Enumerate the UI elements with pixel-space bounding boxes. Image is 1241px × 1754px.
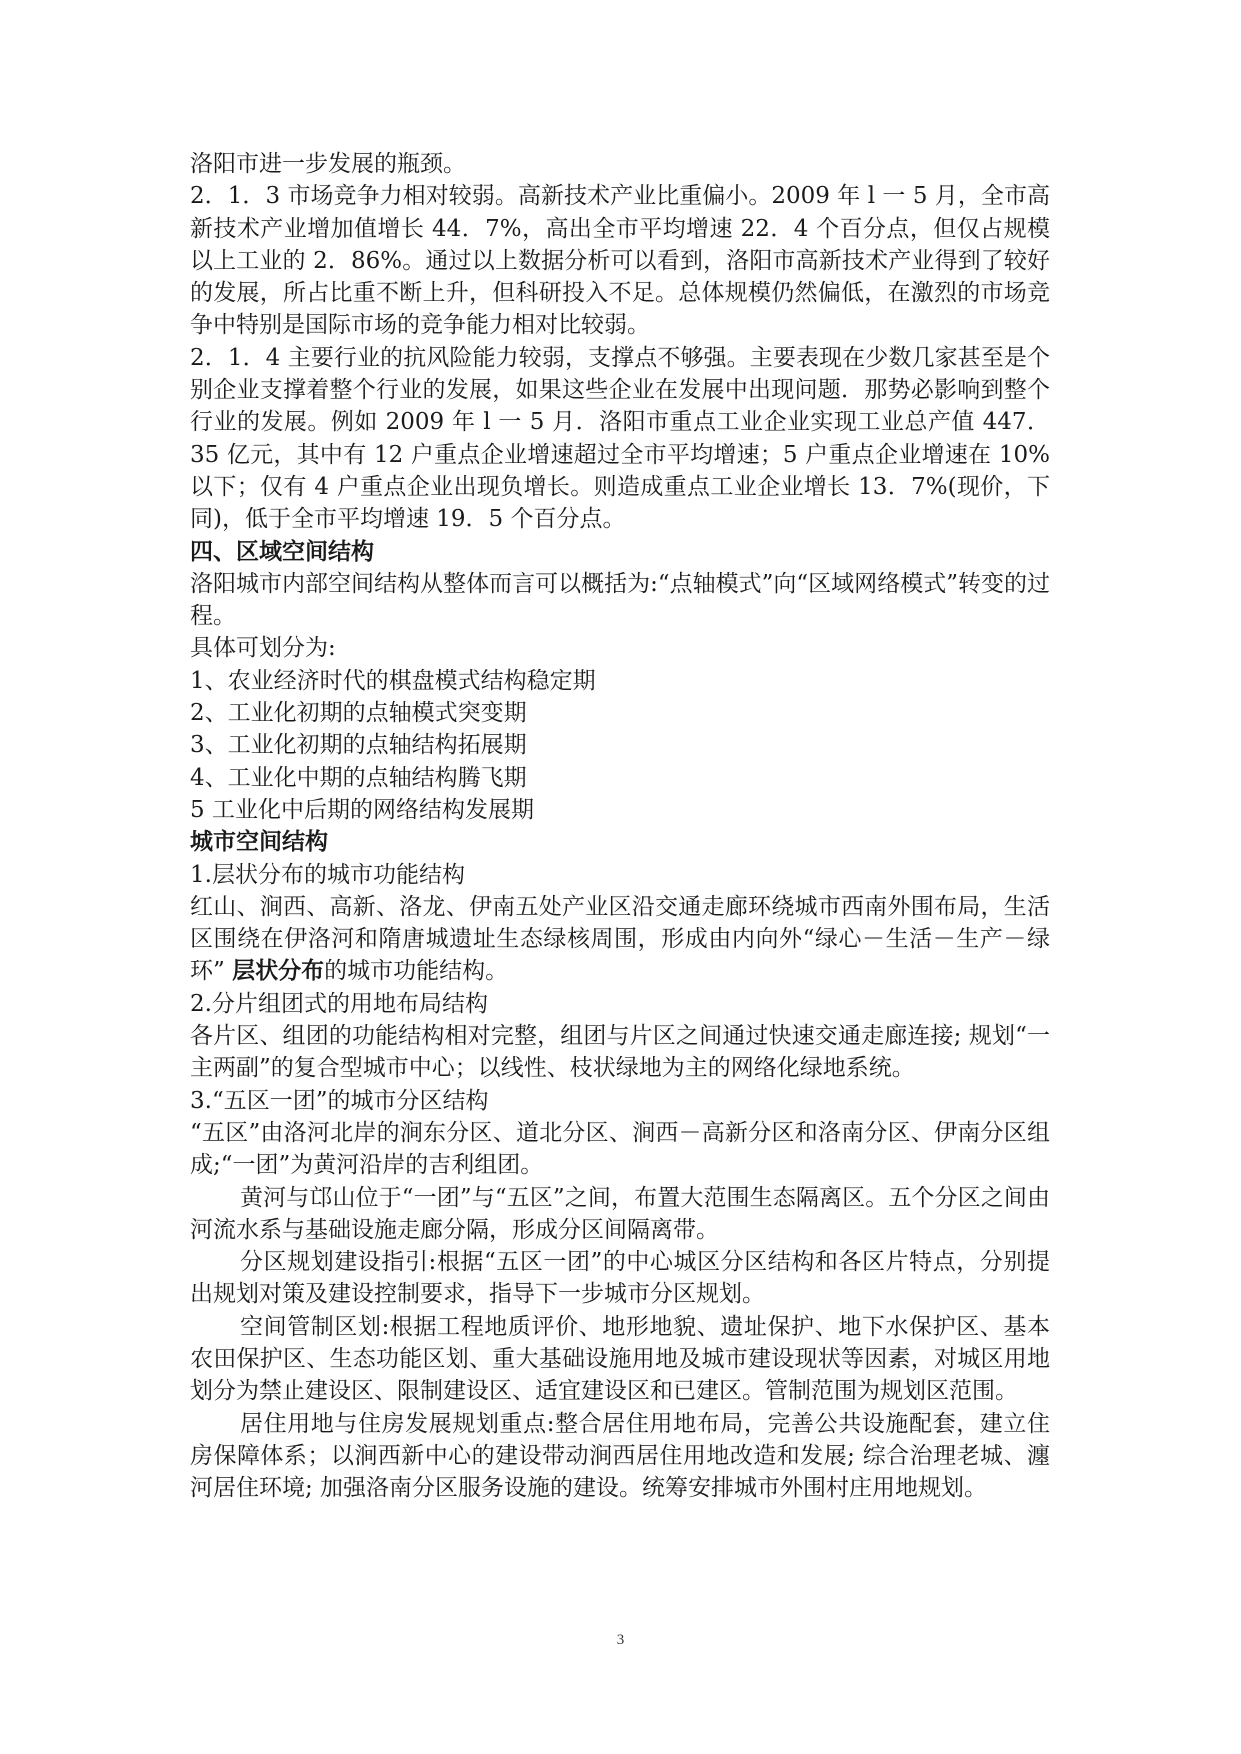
list-item: 1、农业经济时代的棋盘模式结构稳定期 — [190, 667, 596, 694]
subheading: 3.“五区一团”的城市分区结构 — [190, 1087, 489, 1114]
paragraph: 各片区、组团的功能结构相对完整，组团与片区之间通过快速交通走廊连接; 规划“一主两副”的复合型城市中心；以线性、枝状绿地为主的网络化绿地系统。 — [190, 1023, 1050, 1082]
list-item: 4、工业化中期的点轴结构腾飞期 — [190, 764, 527, 791]
paragraph-text: 的城市功能结构。 — [324, 958, 509, 985]
list-item: 3、工业化初期的点轴结构拓展期 — [190, 732, 527, 759]
list-item: 2、工业化初期的点轴模式突变期 — [190, 700, 527, 727]
paragraph: 2．1．4 主要行业的抗风险能力较弱，支撑点不够强。主要表现在少数几家甚至是个别企业支撑着整个行业的发展，如果这些企业在发展中出现问题．那势必影响到整个行业的发展。例如 2009 年 l 一 5 月．洛阳市重点工业企业实现工业总产值 447．35 亿元，其中有 12 户重点企业增速超过全市平均增速；5 户重点企业增速在 10%以下；仅有 4 户重点企业出现负增长。则造成重点工业企业增长 13．7%(现价，下同)，低于全市平均增速 19．5 个百分点。 — [190, 344, 1050, 533]
paragraph: 洛阳城市内部空间结构从整体而言可以概括为:“点轴模式”向“区域网络模式”转变的过程。 — [190, 570, 1050, 630]
paragraph-text: 红山、涧西、高新、洛龙、伊南五处产业区沿交通走廊环绕城市西南外围布局，生活区围绕在伊洛河和隋唐城遗址生态绿核周围，形成由内向外“绿心－生活－生产－绿环” — [190, 893, 1050, 985]
paragraph — [190, 891, 1050, 988]
section-heading: 城市空间结构 — [190, 829, 328, 856]
bold-phrase: 层状分布 — [232, 958, 325, 985]
paragraph: 具体可划分为: — [190, 635, 336, 662]
paragraph: “五区”由洛河北岸的涧东分区、道北分区、涧西－高新分区和洛南分区、伊南分区组成;“一团”为黄河沿岸的吉利组团。 — [190, 1119, 1050, 1179]
paragraph: 空间管制区划:根据工程地质评价、地形地貌、遗址保护、地下水保护区、基本农田保护区、生态功能区划、重大基础设施用地及城市建设现状等因素，对城区用地划分为禁止建设区、限制建设区、适宜建设区和已建区。管制范围为规划区范围。 — [190, 1313, 1050, 1405]
paragraph: 洛阳市进一步发展的瓶颈。 — [190, 151, 466, 177]
paragraph: 黄河与邙山位于“一团”与“五区”之间，布置大范围生态隔离区。五个分区之间由河流水系与基础设施走廊分隔，形成分区间隔离带。 — [190, 1184, 1050, 1243]
section-heading: 四、区域空间结构 — [190, 538, 374, 565]
paragraph: 2．1．3 市场竞争力相对较弱。高新技术产业比重偏小。2009 年 l 一 5 月，全市高新技术产业增加值增长 44．7%，高出全市平均增速 22．4 个百分点，但仅占规模以上工业的 2．86%。通过以上数据分析可以看到，洛阳市高新技术产业得到了较好的发展，所占比重不断上升，但科研投入不足。总体规模仍然偏低，在激烈的市场竞争中特别是国际市场的竞争能力相对比较弱。 — [190, 183, 1050, 339]
subheading: 1.层状分布的城市功能结构 — [190, 861, 465, 888]
document-body — [190, 148, 1050, 1504]
list-item: 5 工业化中后期的网络结构发展期 — [190, 796, 534, 823]
page-number: 3 — [616, 1632, 625, 1648]
paragraph: 居住用地与住房发展规划重点:整合居住用地布局，完善公共设施配套，建立住房保障体系；以涧西新中心的建设带动涧西居住用地改造和发展; 综合治理老城、瀍河居住环境; 加强洛南分区服务设施的建设。统筹安排城市外围村庄用地规划。 — [190, 1410, 1050, 1502]
subheading: 2.分片组团式的用地布局结构 — [190, 990, 488, 1017]
paragraph: 分区规划建设指引:根据“五区一团”的中心城区分区结构和各区片特点，分别提出规划对策及建设控制要求，指导下一步城市分区规划。 — [190, 1249, 1050, 1308]
